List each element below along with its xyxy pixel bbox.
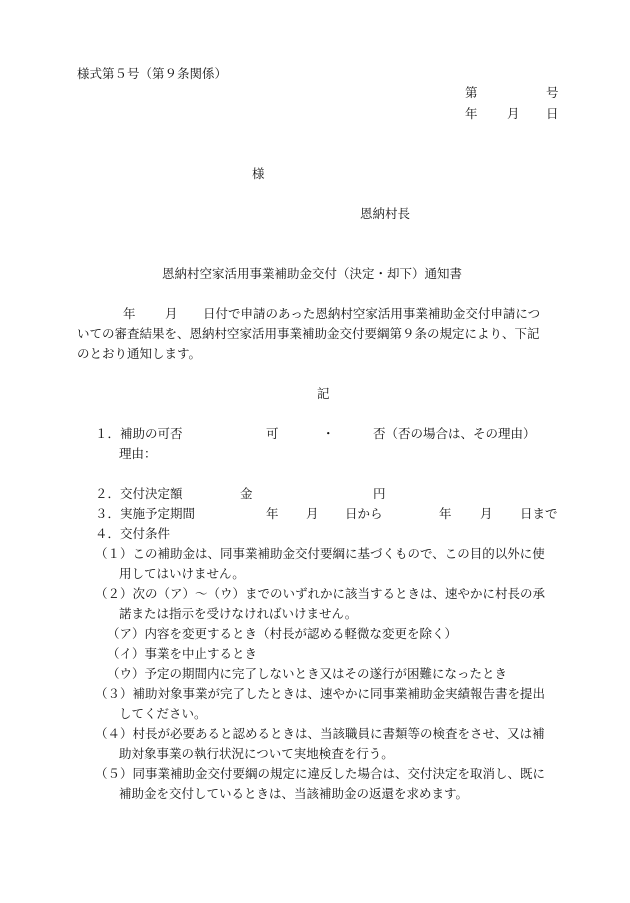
condition-2b: （イ）事業を中止するとき	[107, 646, 258, 661]
item1-reason: 理由：	[119, 446, 157, 461]
condition-5-line-1: （５）同事業補助金交付要綱の規定に違反した場合は、交付決定を取消し、既に	[95, 766, 546, 781]
condition-2a: （ア）内容を変更するとき（村長が認める軽微な変更を除く）	[107, 626, 458, 641]
item3-label: ３．実施予定期間	[95, 506, 196, 521]
issue-date-year: 年	[465, 106, 478, 121]
condition-3-line-1: （３）補助対象事業が完了したときは、速やかに同事業補助金実績報告書を提出	[95, 686, 546, 701]
addressee-suffix: 様	[252, 166, 265, 181]
condition-4-line-1: （４）村長が必要あると認めるときは、当該職員に書類等の検査をさせ、又は補	[95, 726, 545, 741]
item2-kin: 金	[240, 486, 253, 501]
item3-month-from: 月	[306, 506, 319, 521]
body-month: 月	[165, 306, 178, 321]
item2-label: ２．交付決定額	[95, 486, 183, 501]
condition-1-line-1: （１）この補助金は、同事業補助金交付要綱に基づくもので、この目的以外に使	[95, 546, 545, 561]
item3-year-from: 年	[266, 506, 279, 521]
condition-4-line-2: 助対象事業の執行状況について実地検査を行う。	[119, 746, 394, 761]
condition-2-line-1: （２）次の（ア）～（ウ）までのいずれかに該当するときは、速やかに村長の承	[95, 586, 546, 601]
doc-number-go: 号	[546, 85, 559, 100]
condition-1-line-2: 用してはいけません。	[119, 566, 245, 581]
item3-day-to: 日まで	[520, 506, 558, 521]
ki-heading: 記	[317, 386, 330, 401]
item1-hi: 否（否の場合は、その理由）	[373, 426, 536, 441]
issue-date-month: 月	[507, 106, 520, 121]
body-line-3: のとおり通知します。	[77, 346, 202, 361]
condition-3-line-2: してください。	[119, 706, 207, 721]
body-year: 年	[123, 306, 136, 321]
issuer-name: 恩納村長	[360, 206, 411, 221]
condition-5-line-2: 補助金を交付しているときは、当該補助金の返還を求めます。	[119, 786, 469, 801]
item3-month-to: 月	[480, 506, 493, 521]
item1-dot: ・	[322, 426, 335, 441]
condition-2-line-2: 諾または指示を受けなければいけません。	[119, 606, 358, 621]
condition-2c: （ウ）予定の期間内に完了しないとき又はその遂行が困難になったとき	[107, 666, 508, 681]
item3-day-from: 日から	[345, 506, 383, 521]
body-line-2: いての審査結果を、恩納村空家活用事業補助金交付要綱第９条の規定により、下記	[77, 326, 540, 341]
body-line-1: 日付で申請のあった恩納村空家活用事業補助金交付申請につ	[203, 306, 541, 321]
item4-label: ４．交付条件	[95, 526, 171, 541]
doc-number-dai: 第	[465, 85, 478, 100]
form-label: 様式第５号（第９条関係）	[77, 66, 228, 81]
item1-ka: 可	[266, 426, 279, 441]
document-title: 恩納村空家活用事業補助金交付（決定・却下）通知書	[162, 266, 463, 281]
issue-date-day: 日	[546, 106, 559, 121]
item2-en: 円	[373, 486, 386, 501]
item3-year-to: 年	[439, 506, 452, 521]
item1-label: １．補助の可否	[95, 426, 183, 441]
